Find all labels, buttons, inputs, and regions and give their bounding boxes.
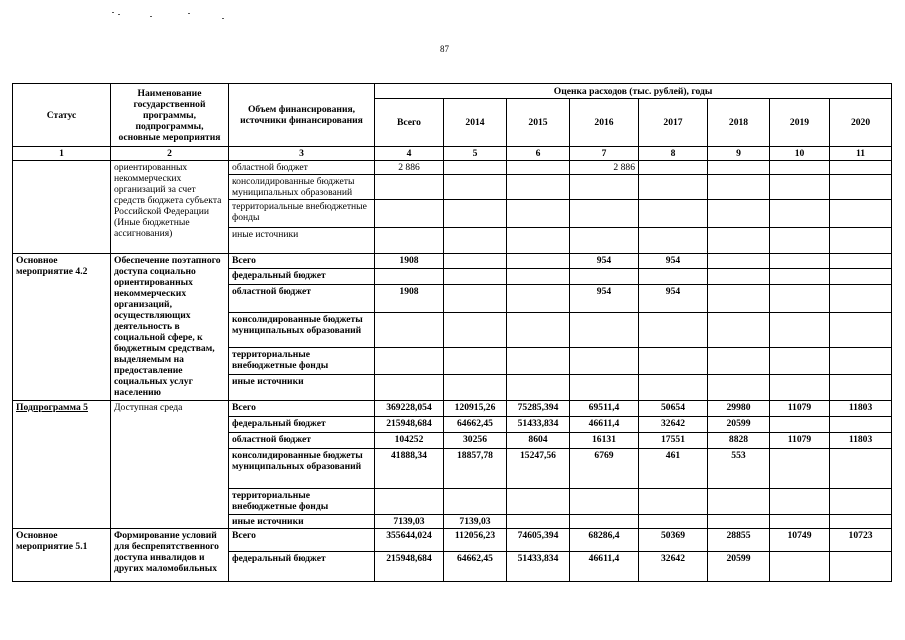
value-cell: 215948,684 bbox=[375, 417, 444, 433]
value-cell: 553 bbox=[708, 449, 770, 489]
financing-source: областной бюджет bbox=[229, 433, 375, 449]
value-cell bbox=[770, 161, 830, 175]
value-cell bbox=[830, 489, 892, 515]
value-cell bbox=[444, 161, 507, 175]
column-number: 2 bbox=[111, 147, 229, 161]
financing-source: Всего bbox=[229, 529, 375, 552]
table-row bbox=[13, 401, 892, 417]
value-cell: 104252 bbox=[375, 433, 444, 449]
column-number: 11 bbox=[830, 147, 892, 161]
header-year: 2018 bbox=[708, 99, 770, 147]
value-cell: 10723 bbox=[830, 529, 892, 552]
financing-source: территориальные внебюджетные фонды bbox=[229, 489, 375, 515]
value-cell: 75285,394 bbox=[507, 401, 570, 417]
table-row bbox=[13, 161, 892, 175]
value-cell bbox=[770, 175, 830, 200]
value-cell: 2 886 bbox=[570, 161, 639, 175]
column-number: 6 bbox=[507, 147, 570, 161]
value-cell bbox=[444, 348, 507, 375]
value-cell: 50369 bbox=[639, 529, 708, 552]
value-cell: 11803 bbox=[830, 433, 892, 449]
value-cell bbox=[708, 254, 770, 269]
value-cell bbox=[444, 285, 507, 313]
value-cell bbox=[444, 228, 507, 254]
value-cell bbox=[507, 489, 570, 515]
financing-source: иные источники bbox=[229, 515, 375, 529]
value-cell bbox=[507, 313, 570, 348]
row-status: Основное мероприятие 4.2 bbox=[13, 254, 111, 401]
value-cell bbox=[639, 348, 708, 375]
table-row bbox=[13, 529, 892, 552]
value-cell bbox=[444, 200, 507, 228]
value-cell: 20599 bbox=[708, 552, 770, 582]
value-cell bbox=[444, 269, 507, 285]
value-cell: 7139,03 bbox=[444, 515, 507, 529]
value-cell bbox=[570, 348, 639, 375]
value-cell: 28855 bbox=[708, 529, 770, 552]
value-cell bbox=[770, 313, 830, 348]
value-cell bbox=[708, 489, 770, 515]
value-cell bbox=[639, 228, 708, 254]
financing-source: территориальные внебюджетные фонды bbox=[229, 348, 375, 375]
value-cell bbox=[507, 161, 570, 175]
value-cell bbox=[639, 313, 708, 348]
column-number: 9 bbox=[708, 147, 770, 161]
value-cell: 1908 bbox=[375, 285, 444, 313]
value-cell: 69511,4 bbox=[570, 401, 639, 417]
value-cell bbox=[375, 269, 444, 285]
value-cell bbox=[708, 228, 770, 254]
value-cell bbox=[830, 161, 892, 175]
value-cell bbox=[375, 200, 444, 228]
header-year: 2014 bbox=[444, 99, 507, 147]
column-number: 10 bbox=[770, 147, 830, 161]
value-cell bbox=[444, 254, 507, 269]
value-cell: 18857,78 bbox=[444, 449, 507, 489]
header-year: 2015 bbox=[507, 99, 570, 147]
value-cell: 1908 bbox=[375, 254, 444, 269]
header-estimate: Оценка расходов (тыс. рублей), годы bbox=[375, 84, 892, 99]
value-cell: 51433,834 bbox=[507, 417, 570, 433]
value-cell bbox=[570, 200, 639, 228]
value-cell bbox=[507, 515, 570, 529]
financing-source: областной бюджет bbox=[229, 285, 375, 313]
value-cell: 954 bbox=[639, 254, 708, 269]
value-cell: 215948,684 bbox=[375, 552, 444, 582]
value-cell bbox=[639, 175, 708, 200]
value-cell bbox=[375, 489, 444, 515]
value-cell bbox=[770, 269, 830, 285]
value-cell: 954 bbox=[570, 254, 639, 269]
value-cell: 11803 bbox=[830, 401, 892, 417]
value-cell bbox=[708, 348, 770, 375]
header-year: 2020 bbox=[830, 99, 892, 147]
value-cell bbox=[570, 313, 639, 348]
value-cell: 74605,394 bbox=[507, 529, 570, 552]
scan-specks bbox=[110, 10, 230, 24]
value-cell bbox=[830, 417, 892, 433]
value-cell bbox=[770, 285, 830, 313]
value-cell: 50654 bbox=[639, 401, 708, 417]
financing-source: областной бюджет bbox=[229, 161, 375, 175]
value-cell bbox=[639, 200, 708, 228]
value-cell: 8828 bbox=[708, 433, 770, 449]
value-cell: 112056,23 bbox=[444, 529, 507, 552]
value-cell bbox=[507, 269, 570, 285]
value-cell bbox=[570, 269, 639, 285]
value-cell: 51433,834 bbox=[507, 552, 570, 582]
value-cell: 2 886 bbox=[375, 161, 444, 175]
value-cell bbox=[708, 313, 770, 348]
value-cell: 16131 bbox=[570, 433, 639, 449]
value-cell bbox=[375, 375, 444, 401]
row-program-name: Доступная среда bbox=[111, 401, 229, 529]
value-cell bbox=[770, 228, 830, 254]
value-cell bbox=[770, 489, 830, 515]
financing-source: Всего bbox=[229, 401, 375, 417]
value-cell bbox=[507, 375, 570, 401]
header-year: 2017 bbox=[639, 99, 708, 147]
value-cell bbox=[507, 348, 570, 375]
value-cell bbox=[570, 228, 639, 254]
value-cell bbox=[375, 348, 444, 375]
value-cell bbox=[830, 285, 892, 313]
financing-source: консолидированные бюджеты муниципальных образований bbox=[229, 313, 375, 348]
row-program-name: ориентированных некоммерческих организаций за счет средств бюджета субъекта Российской Федерации (Иные бюджетные ассигнования) bbox=[111, 161, 229, 254]
value-cell bbox=[830, 200, 892, 228]
value-cell bbox=[375, 175, 444, 200]
value-cell: 11079 bbox=[770, 401, 830, 417]
value-cell: 64662,45 bbox=[444, 552, 507, 582]
value-cell bbox=[830, 375, 892, 401]
value-cell bbox=[444, 175, 507, 200]
column-number: 8 bbox=[639, 147, 708, 161]
value-cell: 30256 bbox=[444, 433, 507, 449]
value-cell: 6769 bbox=[570, 449, 639, 489]
value-cell bbox=[708, 285, 770, 313]
value-cell bbox=[770, 552, 830, 582]
value-cell bbox=[444, 375, 507, 401]
financing-source: федеральный бюджет bbox=[229, 417, 375, 433]
financing-source: консолидированные бюджеты муниципальных образований bbox=[229, 449, 375, 489]
row-status bbox=[13, 161, 111, 254]
value-cell bbox=[770, 449, 830, 489]
value-cell bbox=[639, 161, 708, 175]
value-cell bbox=[570, 515, 639, 529]
row-status: Основное мероприятие 5.1 bbox=[13, 529, 111, 582]
value-cell: 8604 bbox=[507, 433, 570, 449]
financing-source: Всего bbox=[229, 254, 375, 269]
value-cell bbox=[770, 417, 830, 433]
value-cell bbox=[770, 348, 830, 375]
value-cell: 32642 bbox=[639, 552, 708, 582]
value-cell bbox=[830, 449, 892, 489]
value-cell: 10749 bbox=[770, 529, 830, 552]
value-cell bbox=[708, 269, 770, 285]
value-cell: 46611,4 bbox=[570, 552, 639, 582]
value-cell bbox=[444, 489, 507, 515]
value-cell bbox=[830, 228, 892, 254]
header-status: Статус bbox=[13, 84, 111, 147]
value-cell bbox=[708, 200, 770, 228]
column-number: 1 bbox=[13, 147, 111, 161]
financing-source: федеральный бюджет bbox=[229, 552, 375, 582]
value-cell bbox=[708, 175, 770, 200]
value-cell bbox=[570, 375, 639, 401]
value-cell bbox=[770, 254, 830, 269]
value-cell bbox=[708, 375, 770, 401]
value-cell: 7139,03 bbox=[375, 515, 444, 529]
value-cell bbox=[708, 515, 770, 529]
header-year: Всего bbox=[375, 99, 444, 147]
value-cell: 64662,45 bbox=[444, 417, 507, 433]
table-row bbox=[13, 254, 892, 269]
value-cell bbox=[639, 375, 708, 401]
value-cell bbox=[639, 269, 708, 285]
row-program-name: Формирование условий для беспрепятственного доступа инвалидов и других маломобильных bbox=[111, 529, 229, 582]
value-cell bbox=[639, 515, 708, 529]
financing-source: территориальные внебюджетные фонды bbox=[229, 200, 375, 228]
value-cell: 954 bbox=[570, 285, 639, 313]
value-cell: 11079 bbox=[770, 433, 830, 449]
header-financing: Объем финансирования, источники финансирования bbox=[229, 84, 375, 147]
value-cell bbox=[570, 489, 639, 515]
row-status: Подпрограмма 5 bbox=[13, 401, 111, 529]
financing-source: федеральный бюджет bbox=[229, 269, 375, 285]
value-cell: 29980 bbox=[708, 401, 770, 417]
row-program-name: Обеспечение поэтапного доступа социально ориентированных некоммерческих организаций, осуществляющих деятельность в социальной сфере, к бюджетным средствам, выделяемым на предоставление социальных услуг населению bbox=[111, 254, 229, 401]
value-cell: 120915,26 bbox=[444, 401, 507, 417]
column-number: 7 bbox=[570, 147, 639, 161]
value-cell: 954 bbox=[639, 285, 708, 313]
value-cell: 17551 bbox=[639, 433, 708, 449]
value-cell bbox=[507, 254, 570, 269]
value-cell bbox=[375, 228, 444, 254]
budget-table bbox=[12, 83, 892, 582]
value-cell bbox=[708, 161, 770, 175]
value-cell bbox=[507, 175, 570, 200]
financing-source: консолидированные бюджеты муниципальных образований bbox=[229, 175, 375, 200]
value-cell bbox=[444, 313, 507, 348]
value-cell bbox=[507, 285, 570, 313]
value-cell bbox=[570, 175, 639, 200]
value-cell: 68286,4 bbox=[570, 529, 639, 552]
value-cell bbox=[830, 175, 892, 200]
value-cell bbox=[770, 200, 830, 228]
value-cell bbox=[830, 348, 892, 375]
value-cell bbox=[639, 489, 708, 515]
value-cell: 369228,054 bbox=[375, 401, 444, 417]
value-cell: 15247,56 bbox=[507, 449, 570, 489]
financing-source: иные источники bbox=[229, 375, 375, 401]
value-cell bbox=[507, 200, 570, 228]
value-cell bbox=[830, 254, 892, 269]
header-year: 2019 bbox=[770, 99, 830, 147]
header-name: Наименование государственной программы, подпрограммы, основные мероприятия bbox=[111, 84, 229, 147]
value-cell bbox=[507, 228, 570, 254]
value-cell: 20599 bbox=[708, 417, 770, 433]
value-cell bbox=[770, 375, 830, 401]
value-cell bbox=[830, 269, 892, 285]
value-cell: 355644,024 bbox=[375, 529, 444, 552]
value-cell bbox=[830, 552, 892, 582]
column-number: 5 bbox=[444, 147, 507, 161]
value-cell: 461 bbox=[639, 449, 708, 489]
value-cell bbox=[375, 313, 444, 348]
value-cell bbox=[770, 515, 830, 529]
value-cell: 46611,4 bbox=[570, 417, 639, 433]
value-cell: 41888,34 bbox=[375, 449, 444, 489]
financing-source: иные источники bbox=[229, 228, 375, 254]
column-number: 4 bbox=[375, 147, 444, 161]
value-cell bbox=[830, 313, 892, 348]
value-cell bbox=[830, 515, 892, 529]
page-number: 87 bbox=[440, 44, 449, 54]
header-year: 2016 bbox=[570, 99, 639, 147]
column-number: 3 bbox=[229, 147, 375, 161]
value-cell: 32642 bbox=[639, 417, 708, 433]
